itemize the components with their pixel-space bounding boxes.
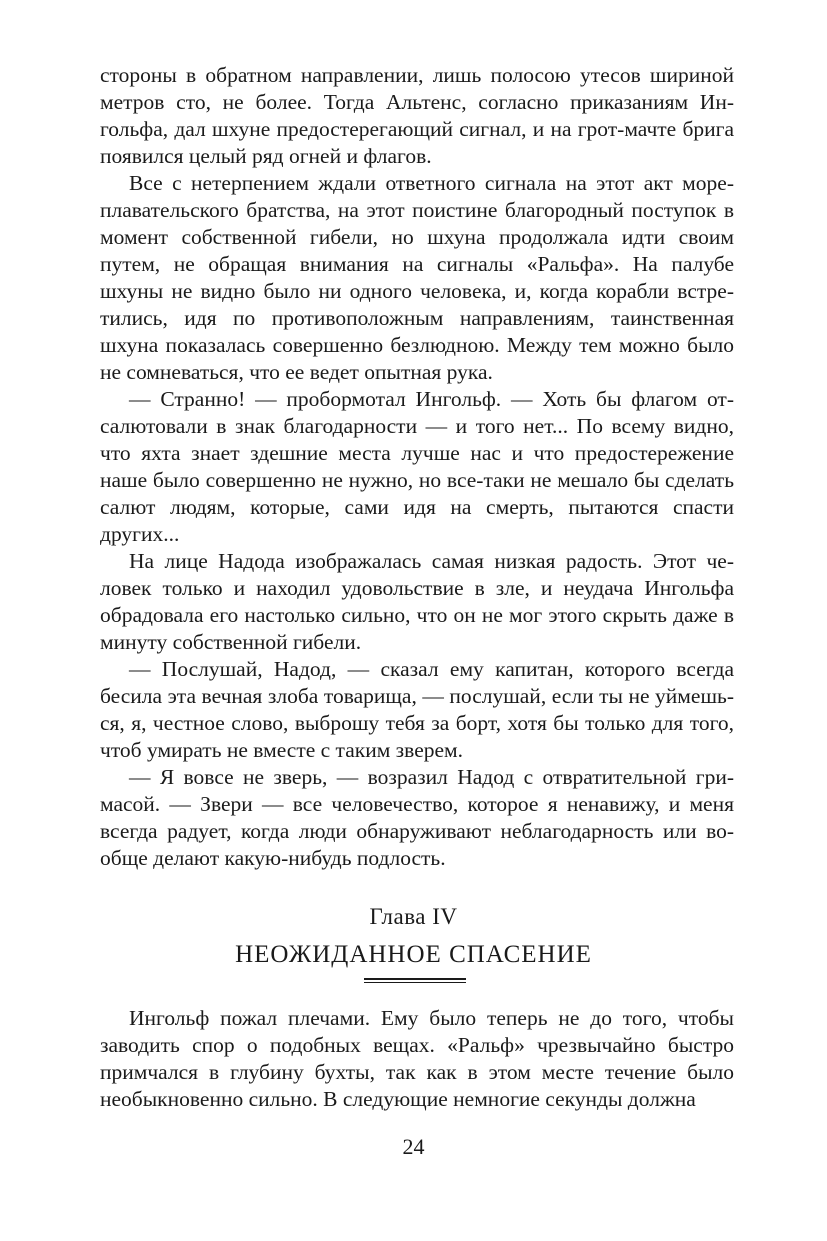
body-text-before-chapter: [100, 62, 734, 872]
page-number: 24: [402, 1134, 425, 1159]
paragraph: На лице Надода изображалась самая низкая радость. Этот человек только и находил удовольствие в зле, и неудача Ингольфа обрадовала его настолько сильно, что он не мог этого скрыть даже в минуту собственной гибели.: [100, 549, 734, 654]
body-text-chapter-start: [100, 1005, 734, 1113]
paragraph: Все с нетерпением ждали ответного сигнала на этот акт мореплавательского братства, на этот поистине благородный поступок в момент собственной гибели, но шхуна продолжала идти своим путем, не обращая внимания на сигналы «Ральфа». На палубе шхуны не видно было ни одного человека, и, когда корабли встретились, идя по противоположным направлениям, таинственная шхуна показалась совершенно безлюдною. Между тем можно было не сомневаться, что ее ведет опытная рука.: [100, 171, 734, 384]
paragraph: — Послушай, Надод, — сказал ему капитан, которого всегда бесила эта вечная злоба товарища, — послушай, если ты не уймешься, я, честное слово, выброшу тебя за борт, хотя бы только для того, чтоб умирать не вместе с таким зверем.: [100, 657, 734, 762]
paragraph: — Я вовсе не зверь, — возразил Надод с отвратительной гримасой. — Звери — все человечество, которое я ненавижу, и меня всегда радует, когда люди обнаруживают неблагодарность или вообще делают какую-нибудь подлость.: [100, 765, 734, 870]
chapter-number: Глава IV: [369, 904, 458, 929]
paragraph: Ингольф пожал плечами. Ему было теперь не до того, чтобы заводить спор о подобных вещах. «Ральф» чрезвычайно быстро примчался в глубину бухты, так как в этом месте течение было необыкновенно сильно. В следующие немногие секунды должна: [100, 1006, 734, 1111]
chapter-title: НЕОЖИДАННОЕ СПАСЕНИЕ: [235, 941, 592, 968]
paragraph: стороны в обратном направлении, лишь полосою утесов шириной метров сто, не более. Тогда Альтенс, согласно приказаниям Ингольфа, дал шхуне предостерегающий сигнал, и на грот-мачте брига появился целый ряд огней и флагов.: [100, 63, 734, 168]
paragraph: — Странно! — пробормотал Ингольф. — Хоть бы флагом отсалютовали в знак благодарности — и того нет... По всему видно, что яхта знает здешние места лучше нас и что предостережение наше было совершенно не нужно, но все-таки не мешало бы сделать салют людям, которые, сами идя на смерть, пытаются спасти других...: [100, 387, 734, 546]
chapter-title-underline: [364, 978, 466, 983]
